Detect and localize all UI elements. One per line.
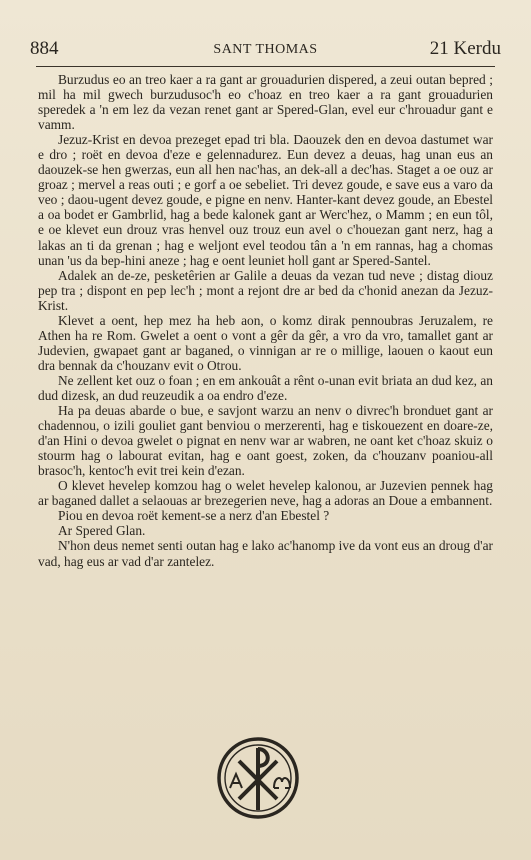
paragraph: Klevet a oent, hep mez ha heb aon, o komz dirak pennoubras Jeruzalem, re Athen ha re Rom. Gwelet a oent o vont a gêr da gêr, a vro da vro, tamallet gant ar Judevien, gwapaet gant ar baganed, o vinnigan ar re o millige, laouen o kaout eun dra bennak da c'houzanv evit o Otrou. [38,312,493,373]
page-header [30,38,501,62]
paragraph: Ne zellent ket ouz o foan ; en em ankouât a rênt o-unan evit briata an dud kez, an dud dizesk, an dud reuzeudik a oa endro d'eze. [38,372,493,403]
paragraph: Ar Spered Glan. [58,523,146,539]
paragraph: N'hon deus nemet senti outan hag e lako ac'hanomp ive da vont eus an droug d'ar vad, hag eus ar vad d'ar zantelez. [38,538,493,569]
page-body [38,72,493,569]
page-number: 884 [30,38,59,59]
paragraph: Ha pa deuas abarde o bue, e savjont warzu an nenv o divrec'h bronduet gant ar chadennou, o izili gouliet gant benviou o merzerenti, hag e tiskouezent en doare-ze, d'an Hini o devoa gwelet o pignat en nenv war ar wabren, ne oant ket c'hoaz skuiz o stourm hag o labourat evitan, hag e oant goest, zoken, da c'houzanv poaniou-all brasoc'h, kentoc'h evit trei kein d'ezan. [38,403,493,479]
chi-rho-emblem-icon [216,736,300,820]
paragraph: O klevet hevelep komzou hag o welet hevelep kalonou, ar Juzevien pennek hag ar baganed dallet a selaouas ar brezegerien neve, hag a adoras an Doue a embannent. [38,478,493,509]
paragraph: Burzudus eo an treo kaer a ra gant ar grouadurien dispered, a zeui outan bepred ; mil ha mil gwech burzudusoc'h eo c'hoaz en treo kaer a ra gant grouadurien speredek a 'n em lez da vezan renet gant ar Spered-Glan, evel eur c'hrouadur gant e vamm. [38,72,493,133]
header-rule [36,66,495,67]
paragraph: Jezuz-Krist en devoa prezeget epad tri bla. Daouzek den en devoa dastumet war e dro ; roët en devoa d'eze e gelennadurez. Eun devez a deuas, hag unan eus an daouzek-se hen gwerzas, eun all hen nac'has, an dek-all a dec'has. Staget a oe ouz ar groaz ; mervel a reas outi ; e gorf a oe sebeliet. Tri devez goude, e save eus a varo da veo ; daou-ugent devez goude, e pigne en nenv. Hanter-kant devez goude, an Ebestel a oa bodet er Gambrlid, hag a bede kalonek gant ar Werc'hez, o Mamm ; en eun tôl, e oe klevet eun drouz vras henvel ouz trouz eun avel o c'houezan gant nerz, hag a lakas an ti da grenan ; hag e weljont evel teodou tân a 'n em rannas, hag a chomas unan 'us da bep-hini aneze ; hag e oent leuniet holl gant ar Spered-Santel. [38,132,493,268]
paragraph: Adalek an de-ze, pesketêrien ar Galile a deuas da vezan tud neve ; distag diouz pep tra ; dispont en pep lec'h ; mont a rejont dre ar bed da c'honid anezan da Jezuz-Krist. [38,267,493,313]
paragraph: Piou en devoa roët kement-se a nerz d'an Ebestel ? [58,508,330,524]
running-title: SANT THOMAS [213,42,318,57]
page-date: 21 Kerdu [429,38,501,59]
